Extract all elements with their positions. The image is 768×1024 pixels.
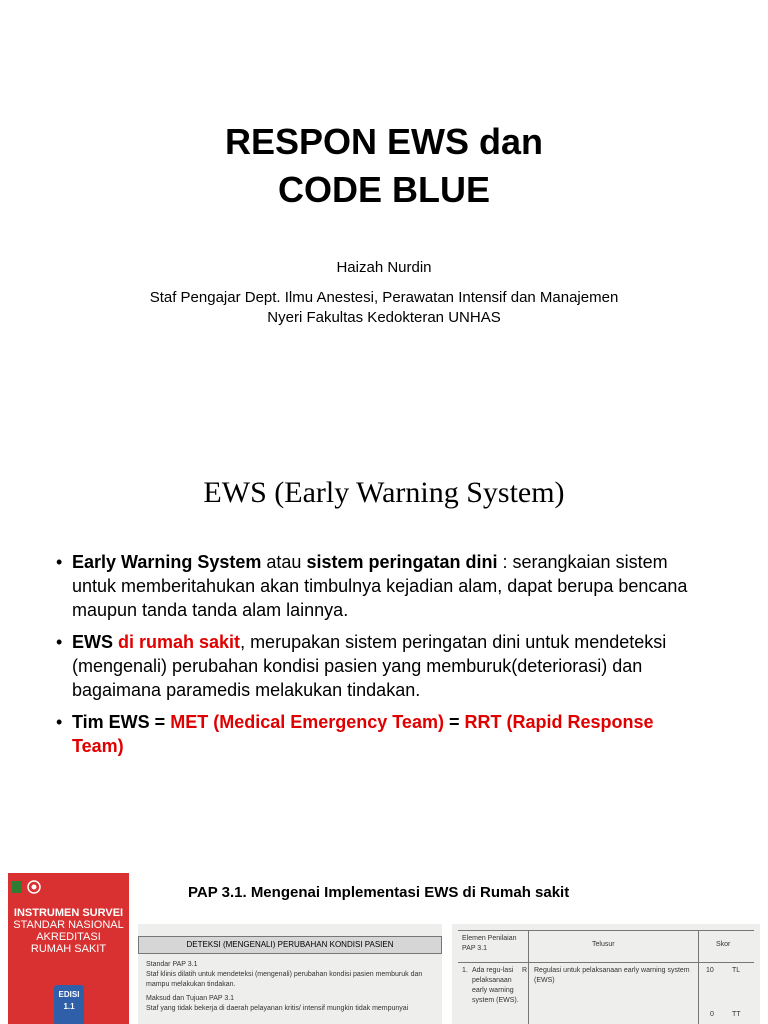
row-element-text: Ada regu-lasi pelaksanaan early warning system (EWS). bbox=[472, 967, 519, 1004]
column-header-score: Skor bbox=[716, 941, 731, 948]
ministry-logo-icon bbox=[12, 879, 52, 895]
cover-line-4: RUMAH SAKIT bbox=[30, 943, 107, 955]
cover-line-1: INSTRUMEN SURVEI bbox=[13, 907, 124, 919]
scanned-assessment-table bbox=[452, 924, 760, 1024]
bullet-text: , merupakan sistem peringatan dini untuk mendeteksi (mengenali) perubahan kondisi pasien yang memburuk(deteriorasi) dan bagaimana paramedis melakukan tindakan. bbox=[72, 632, 667, 700]
book-cover-image bbox=[8, 873, 129, 1024]
score-label: TL bbox=[732, 967, 741, 974]
bullet-list bbox=[56, 550, 706, 766]
table-border bbox=[458, 930, 754, 931]
bullet-term: = bbox=[443, 712, 465, 732]
bullet-term: Tim EWS = bbox=[72, 712, 171, 732]
ews-definition-slide bbox=[0, 432, 768, 864]
table-border bbox=[458, 962, 754, 963]
author-affiliation bbox=[0, 288, 768, 328]
bullet-dot: • bbox=[56, 712, 63, 732]
edition-label: EDISI bbox=[58, 990, 80, 999]
title-line-2: CODE BLUE bbox=[277, 169, 490, 210]
scan-text-block bbox=[146, 960, 436, 1014]
bullet-term: Early Warning System bbox=[72, 552, 262, 572]
edition-number: 1.1 bbox=[63, 1002, 75, 1011]
slide-title: PAP 3.1. Mengenai Implementasi EWS di Rumah sakit bbox=[188, 884, 570, 901]
standard-heading: Standar PAP 3.1 bbox=[146, 961, 198, 968]
bullet-highlight: RRT (Rapid Response Team) bbox=[72, 712, 654, 756]
bullet-highlight: di rumah sakit bbox=[118, 632, 241, 652]
title-slide bbox=[0, 0, 768, 432]
score-value: 10 bbox=[706, 967, 714, 974]
affiliation-line-1: Staf Pengajar Dept. Ilmu Anestesi, Perawatan Intensif dan Manajemen bbox=[149, 289, 619, 306]
row-code: R bbox=[522, 967, 528, 974]
score-value: 0 bbox=[710, 1011, 714, 1018]
slide-title bbox=[0, 118, 768, 214]
row-number: 1. bbox=[462, 967, 468, 974]
bullet-dot: • bbox=[56, 552, 63, 572]
table-header: DETEKSI (MENGENALI) PERUBAHAN KONDISI PASIEN bbox=[138, 936, 442, 954]
bullet-item-2 bbox=[56, 630, 706, 702]
bullet-term: sistem peringatan dini bbox=[306, 552, 498, 572]
cover-title bbox=[8, 907, 129, 955]
table-border bbox=[528, 930, 529, 1024]
bullet-dot: • bbox=[56, 632, 63, 652]
title-line-1: RESPON EWS dan bbox=[224, 121, 544, 162]
score-label: TT bbox=[732, 1011, 741, 1018]
pap-implementation-slide bbox=[0, 864, 768, 1024]
edition-badge bbox=[54, 985, 84, 1024]
author-name: Haizah Nurdin bbox=[336, 259, 432, 276]
intent-heading: Maksud dan Tujuan PAP 3.1 bbox=[146, 995, 235, 1002]
cover-line-3: AKREDITASI bbox=[36, 931, 101, 943]
row-trace-text: Regulasi untuk pelaksanaan early warning system (EWS) bbox=[534, 967, 690, 984]
cover-line-2: STANDAR NASIONAL bbox=[13, 919, 124, 931]
bullet-text: : serangkaian sistem untuk memberitahukan akan timbulnya kejadian alam, dapat berupa bencana maupun tanda tanda alam lainnya. bbox=[72, 552, 688, 620]
intent-text: Staf yang tidak bekerja di daerah pelayanan kritis/ intensif mungkin tidak mempunyai bbox=[146, 1005, 409, 1012]
bullet-term: EWS bbox=[72, 632, 119, 652]
column-header-elements: Elemen Penilaian PAP 3.1 bbox=[462, 935, 517, 952]
standard-text: Staf klinis dilatih untuk mendeteksi (mengenali) perubahan kondisi pasien memburuk dan mampu melakukan tindakan. bbox=[146, 971, 423, 988]
bullet-item-1 bbox=[56, 550, 706, 622]
affiliation-line-2: Nyeri Fakultas Kedokteran UNHAS bbox=[267, 309, 501, 326]
bullet-highlight: MET (Medical Emergency Team) bbox=[170, 712, 444, 732]
slide-title: EWS (Early Warning System) bbox=[203, 476, 565, 509]
bullet-item-3 bbox=[56, 710, 706, 758]
bullet-text: atau bbox=[261, 552, 307, 572]
column-header-trace: Telusur bbox=[592, 941, 615, 948]
scanned-standard-page bbox=[138, 924, 442, 1024]
table-border bbox=[698, 930, 699, 1024]
